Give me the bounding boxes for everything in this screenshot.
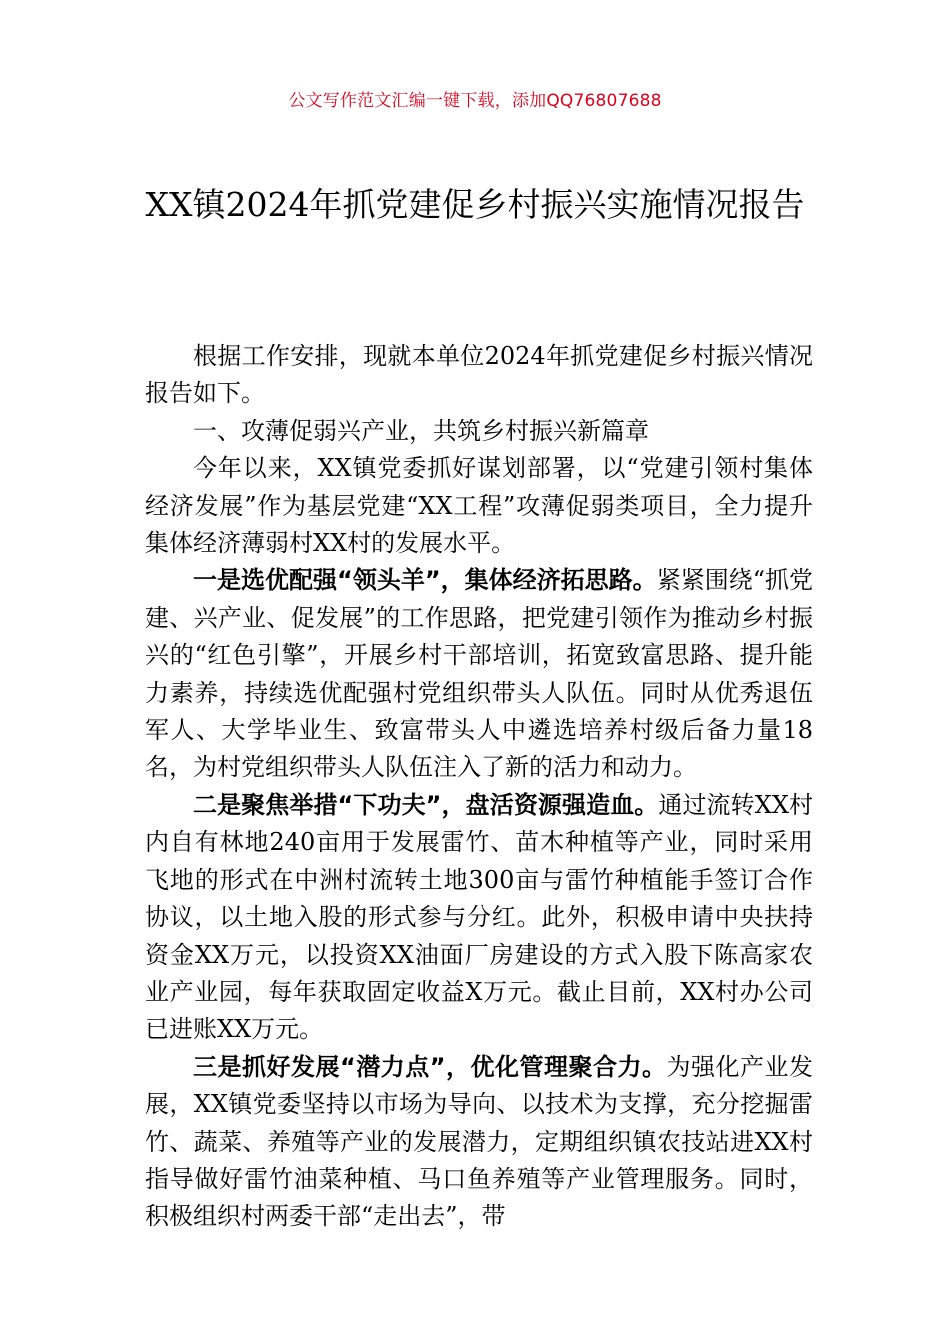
paragraph-lead: 二是聚焦举措“下功夫”，盘活资源强造血。 (193, 790, 659, 819)
document-title: XX镇2024年抓党建促乡村振兴实施情况报告 (145, 185, 805, 224)
paragraph-lead: 一是选优配强“领头羊”，集体经济拓思路。 (193, 566, 657, 595)
paragraph-text: 紧紧围绕“抓党建、兴产业、促发展”的工作思路，把党建引领作为推动乡村振兴的“红色引擎”，开展乡村干部培训，拓宽致富思路、提升能力素养，持续选优配强村党组织带头人队伍。同时从优秀退伍军人、大学毕业生、致富带头人中遴选培养村级后备力量18名，为村党组织带头人队伍注入了新的活力和动力。 (145, 566, 813, 782)
promo-banner: 公文写作范文汇编一键下载，添加QQ76807688 (288, 91, 662, 111)
document-body (145, 338, 813, 1236)
paragraph-text: 为强化产业发展，XX镇党委坚持以市场为导向、以技术为支撑，充分挖掘雷竹、蔬菜、养殖等产业的发展潜力，定期组织镇农技站进XX村指导做好雷竹油菜种植、马口鱼养殖等产业管理服务。同时，积极组织村两委干部“走出去”，带 (145, 1052, 814, 1231)
paragraph-text: 今年以来，XX镇党委抓好谋划部署，以“党建引领村集体经济发展”作为基层党建“XX工程”攻薄促弱类项目，全力提升集体经济薄弱村XX村的发展水平。 (145, 454, 813, 558)
paragraph-text: 通过流转XX村内自有林地240亩用于发展雷竹、苗木种植等产业，同时采用飞地的形式在中洲村流转土地300亩与雷竹种植能手签订合作协议，以土地入股的形式参与分红。此外，积极申请中央扶持资金XX万元，以投资XX油面厂房建设的方式入股下陈高家农业产业园，每年获取固定收益X万元。截止目前，XX村办公司已进账XX万元。 (145, 790, 814, 1044)
paragraph-overview (145, 450, 813, 562)
paragraph-lead: 三是抓好发展“潜力点”，优化管理聚合力。 (193, 1052, 667, 1081)
paragraph-point-1 (145, 562, 813, 786)
paragraph-point-2 (145, 787, 813, 1049)
section-heading (145, 413, 813, 450)
paragraph-point-3 (145, 1049, 813, 1236)
paragraph-text: 根据工作安排，现就本单位2024年抓党建促乡村振兴情况报告如下。 (145, 342, 813, 408)
paragraph-text: 一、攻薄促弱兴产业，共筑乡村振兴新篇章 (193, 416, 649, 445)
paragraph-intro (145, 338, 813, 413)
